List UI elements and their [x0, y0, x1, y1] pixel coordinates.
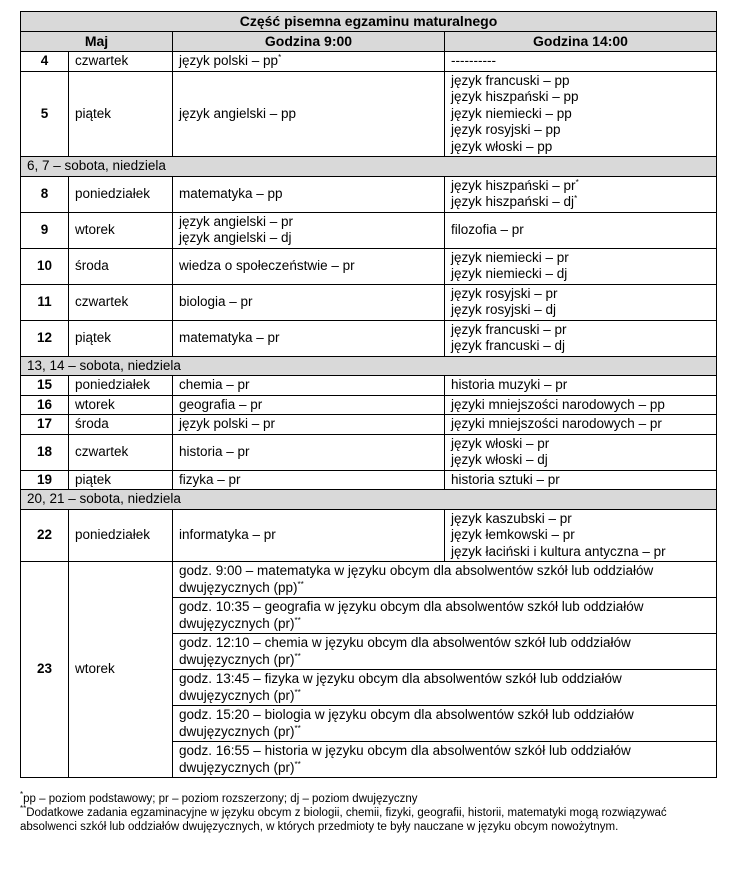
- footnote-mark: **: [294, 759, 301, 769]
- exam-entry-text: fizyka – pr: [179, 471, 241, 487]
- exam-entry-text: język kaszubski – pr: [451, 510, 572, 526]
- day-number: 4: [21, 52, 69, 72]
- bilingual-exam-text: godz. 16:55 – historia w języku obcym dla absolwentów szkół lub oddziałów dwujęzycznych (pr): [179, 743, 631, 775]
- exam-entry: [451, 544, 710, 561]
- footnote-mark: **: [297, 579, 304, 589]
- exam-entry: [179, 53, 438, 70]
- table-row: [21, 320, 717, 356]
- exam-entry-text: chemia – pr: [179, 377, 250, 392]
- exam-entry-text: matematyka – pr: [179, 329, 280, 345]
- exam-entry: [451, 452, 710, 469]
- afternoon-exams: [445, 395, 717, 415]
- exam-entry-text: język rosyjski – dj: [451, 302, 557, 317]
- bilingual-exam-text: godz. 13:45 – fizyka w języku obcym dla absolwentów szkół lub oddziałów dwujęzycznych (pr): [179, 671, 622, 703]
- morning-exams: [173, 176, 445, 212]
- bilingual-exam-entry: [173, 598, 717, 634]
- footnote-mark: **: [294, 687, 301, 697]
- exam-entry: [451, 250, 710, 267]
- table-row: [21, 434, 717, 470]
- table-row: [21, 52, 717, 72]
- bilingual-exam-entry: [173, 742, 717, 778]
- exam-entry: [451, 53, 710, 70]
- exam-entry-text: język rosyjski – pr: [451, 285, 558, 301]
- exam-entry: [451, 286, 710, 303]
- weekday: środa: [69, 248, 173, 284]
- day-number: 15: [21, 376, 69, 396]
- exam-entry-text: historia – pr: [179, 443, 250, 459]
- exam-entry: [179, 397, 438, 414]
- exam-entry: [451, 302, 710, 319]
- day-number: 18: [21, 434, 69, 470]
- table-row: [21, 470, 717, 490]
- exam-entry-text: język włoski – pp: [451, 138, 553, 154]
- exam-entry: [179, 294, 438, 311]
- exam-entry: [179, 527, 438, 544]
- afternoon-exams: [445, 248, 717, 284]
- weekend-row: [21, 157, 717, 177]
- exam-entry-text: język polski – pr: [179, 416, 276, 431]
- exam-entry-text: języki mniejszości narodowych – pp: [451, 396, 665, 412]
- exam-entry-text: język niemiecki – pr: [451, 249, 569, 265]
- day-number: 8: [21, 176, 69, 212]
- footnote-2-mark: **: [20, 804, 27, 813]
- bilingual-exam-entry: [173, 562, 717, 598]
- exam-entry: [179, 258, 438, 275]
- morning-exams: [173, 284, 445, 320]
- exam-entry: [451, 178, 710, 195]
- exam-entry-text: języki mniejszości narodowych – pr: [451, 416, 662, 431]
- exam-entry: [451, 194, 710, 211]
- weekend-row: [21, 490, 717, 510]
- bilingual-exam-text: godz. 10:35 – geografia w języku obcym dla absolwentów szkół lub oddziałów dwujęzycznych (pr): [179, 599, 644, 631]
- exam-entry-text: język hiszpański – pr: [451, 177, 576, 193]
- table-row: [21, 284, 717, 320]
- header-month: Maj: [21, 32, 173, 52]
- footnote-1: [20, 792, 720, 806]
- exam-entry: [179, 472, 438, 489]
- exam-entry-text: wiedza o społeczeństwie – pr: [179, 257, 355, 273]
- exam-entry-text: język hiszpański – dj: [451, 194, 575, 209]
- bilingual-exam-entry: [173, 670, 717, 706]
- weekend-label: 6, 7 – sobota, niedziela: [21, 157, 717, 177]
- weekday: wtorek: [69, 562, 173, 778]
- exam-entry-text: język angielski – dj: [179, 230, 292, 245]
- weekend-row: [21, 356, 717, 376]
- afternoon-exams: [445, 71, 717, 157]
- exam-entry-text: informatyka – pr: [179, 527, 276, 542]
- table-row: [21, 509, 717, 562]
- bilingual-exam-text: godz. 12:10 – chemia w języku obcym dla absolwentów szkół lub oddziałów dwujęzycznych (pr): [179, 635, 631, 667]
- footnote-2-text: Dodatkowe zadania egzaminacyjne w języku obcym z biologii, chemii, fizyki, geografii, historii, matematyki mogą rozwiązywać absolwenci szkół lub oddziałów dwujęzycznych, w których przedmioty te były nauczane w języku obcym nowożytnym.: [20, 807, 667, 833]
- exam-entry: [179, 377, 438, 394]
- morning-exams: [173, 395, 445, 415]
- exam-entry-text: język polski – pp: [179, 53, 279, 68]
- morning-exams: [173, 509, 445, 562]
- exam-entry: [179, 214, 438, 231]
- exam-entry: [451, 338, 710, 355]
- weekday: wtorek: [69, 395, 173, 415]
- weekday: środa: [69, 415, 173, 435]
- footnote-mark: *: [278, 53, 282, 62]
- afternoon-exams: [445, 176, 717, 212]
- footnote-mark: *: [575, 177, 579, 187]
- footnote-1-mark: *: [20, 790, 24, 799]
- exam-entry-text: język hiszpański – pp: [451, 89, 579, 104]
- exam-entry: [451, 436, 710, 453]
- weekday: czwartek: [69, 284, 173, 320]
- day-number: 11: [21, 284, 69, 320]
- morning-exams: [173, 212, 445, 248]
- footnote-mark: **: [294, 651, 301, 661]
- bilingual-exam-text: godz. 15:20 – biologia w języku obcym dla absolwentów szkół lub oddziałów dwujęzycznych (pr): [179, 707, 634, 739]
- footnote-mark: *: [574, 194, 578, 203]
- afternoon-exams: [445, 509, 717, 562]
- weekday: poniedziałek: [69, 176, 173, 212]
- weekday: wtorek: [69, 212, 173, 248]
- exam-entry: [451, 472, 710, 489]
- morning-exams: [173, 71, 445, 157]
- day-number: 17: [21, 415, 69, 435]
- header-afternoon: Godzina 14:00: [445, 32, 717, 52]
- exam-entry-text: język angielski – pr: [179, 213, 294, 229]
- weekday: czwartek: [69, 434, 173, 470]
- table-row: [21, 71, 717, 157]
- exam-entry: [451, 511, 710, 528]
- exam-entry: [451, 397, 710, 414]
- table-row: [21, 248, 717, 284]
- day-number: 5: [21, 71, 69, 157]
- exam-entry: [179, 230, 438, 247]
- exam-entry: [179, 444, 438, 461]
- bilingual-exam-entry: [173, 634, 717, 670]
- header-morning: Godzina 9:00: [173, 32, 445, 52]
- exam-entry: [179, 186, 438, 203]
- weekday: piątek: [69, 320, 173, 356]
- table-row: [21, 212, 717, 248]
- table-row: [21, 415, 717, 435]
- afternoon-exams: [445, 284, 717, 320]
- exam-entry-text: matematyka – pp: [179, 185, 283, 201]
- exam-entry: [451, 139, 710, 156]
- afternoon-exams: [445, 212, 717, 248]
- exam-entry: [451, 266, 710, 283]
- exam-entry: [451, 73, 710, 90]
- afternoon-exams: [445, 415, 717, 435]
- footnotes: [20, 792, 720, 834]
- weekday: piątek: [69, 71, 173, 157]
- exam-entry: [451, 122, 710, 139]
- afternoon-exams: [445, 470, 717, 490]
- weekday: czwartek: [69, 52, 173, 72]
- footnote-1-text: pp – poziom podstawowy; pr – poziom rozszerzony; dj – poziom dwujęzyczny: [23, 793, 418, 805]
- exam-entry-text: język francuski – pp: [451, 72, 570, 88]
- weekend-label: 13, 14 – sobota, niedziela: [21, 356, 717, 376]
- exam-entry-text: język francuski – dj: [451, 338, 566, 353]
- afternoon-exams: [445, 52, 717, 72]
- weekday: piątek: [69, 470, 173, 490]
- exam-entry: [451, 106, 710, 123]
- exam-entry: [451, 89, 710, 106]
- exam-entry: [451, 322, 710, 339]
- exam-entry-text: język angielski – pp: [179, 105, 297, 121]
- table-row: [21, 562, 717, 598]
- exam-entry-text: język włoski – dj: [451, 452, 548, 467]
- day-number: 12: [21, 320, 69, 356]
- exam-entry: [451, 222, 710, 239]
- exam-entry-text: historia muzyki – pr: [451, 377, 568, 392]
- bilingual-exam-entry: [173, 706, 717, 742]
- morning-exams: [173, 248, 445, 284]
- exam-entry-text: biologia – pr: [179, 293, 253, 309]
- exam-entry-text: język rosyjski – pp: [451, 122, 561, 137]
- day-number: 10: [21, 248, 69, 284]
- day-number: 19: [21, 470, 69, 490]
- footnote-mark: **: [294, 723, 301, 733]
- morning-exams: [173, 434, 445, 470]
- morning-exams: [173, 52, 445, 72]
- exam-entry-text: geografia – pr: [179, 396, 263, 412]
- exam-entry-text: język łaciński i kultura antyczna – pr: [451, 543, 666, 559]
- afternoon-exams: [445, 376, 717, 396]
- exam-schedule-table: [20, 11, 717, 778]
- footnote-mark: **: [294, 615, 301, 625]
- exam-entry-text: język łemkowski – pr: [451, 527, 575, 542]
- exam-entry-text: język francuski – pr: [451, 321, 567, 337]
- bilingual-exam-text: godz. 9:00 – matematyka w języku obcym dla absolwentów szkół lub oddziałów dwujęzycznych (pp): [179, 563, 654, 595]
- afternoon-exams: [445, 320, 717, 356]
- footnote-2: [20, 806, 720, 834]
- day-number: 16: [21, 395, 69, 415]
- table-row: [21, 176, 717, 212]
- morning-exams: [173, 415, 445, 435]
- table-title: Część pisemna egzaminu maturalnego: [21, 12, 717, 32]
- exam-entry: [451, 527, 710, 544]
- exam-entry-text: filozofia – pr: [451, 221, 524, 237]
- weekday: poniedziałek: [69, 376, 173, 396]
- exam-entry-text: język niemiecki – dj: [451, 266, 568, 281]
- schedule-rows: [21, 52, 717, 562]
- table-row: [21, 376, 717, 396]
- day-number: 23: [21, 562, 69, 778]
- exam-entry: [179, 106, 438, 123]
- exam-entry: [451, 416, 710, 433]
- weekday: poniedziałek: [69, 509, 173, 562]
- day-number: 9: [21, 212, 69, 248]
- weekend-label: 20, 21 – sobota, niedziela: [21, 490, 717, 510]
- exam-entry-text: język włoski – pr: [451, 435, 550, 451]
- morning-exams: [173, 376, 445, 396]
- exam-entry: [179, 330, 438, 347]
- morning-exams: [173, 320, 445, 356]
- exam-entry: [451, 377, 710, 394]
- morning-exams: [173, 470, 445, 490]
- afternoon-exams: [445, 434, 717, 470]
- exam-entry-text: ----------: [451, 53, 496, 68]
- day-number: 22: [21, 509, 69, 562]
- table-row: [21, 395, 717, 415]
- exam-entry-text: język niemiecki – pp: [451, 105, 572, 121]
- exam-entry-text: historia sztuki – pr: [451, 471, 560, 487]
- exam-entry: [179, 416, 438, 433]
- schedule-row-23: [21, 562, 717, 778]
